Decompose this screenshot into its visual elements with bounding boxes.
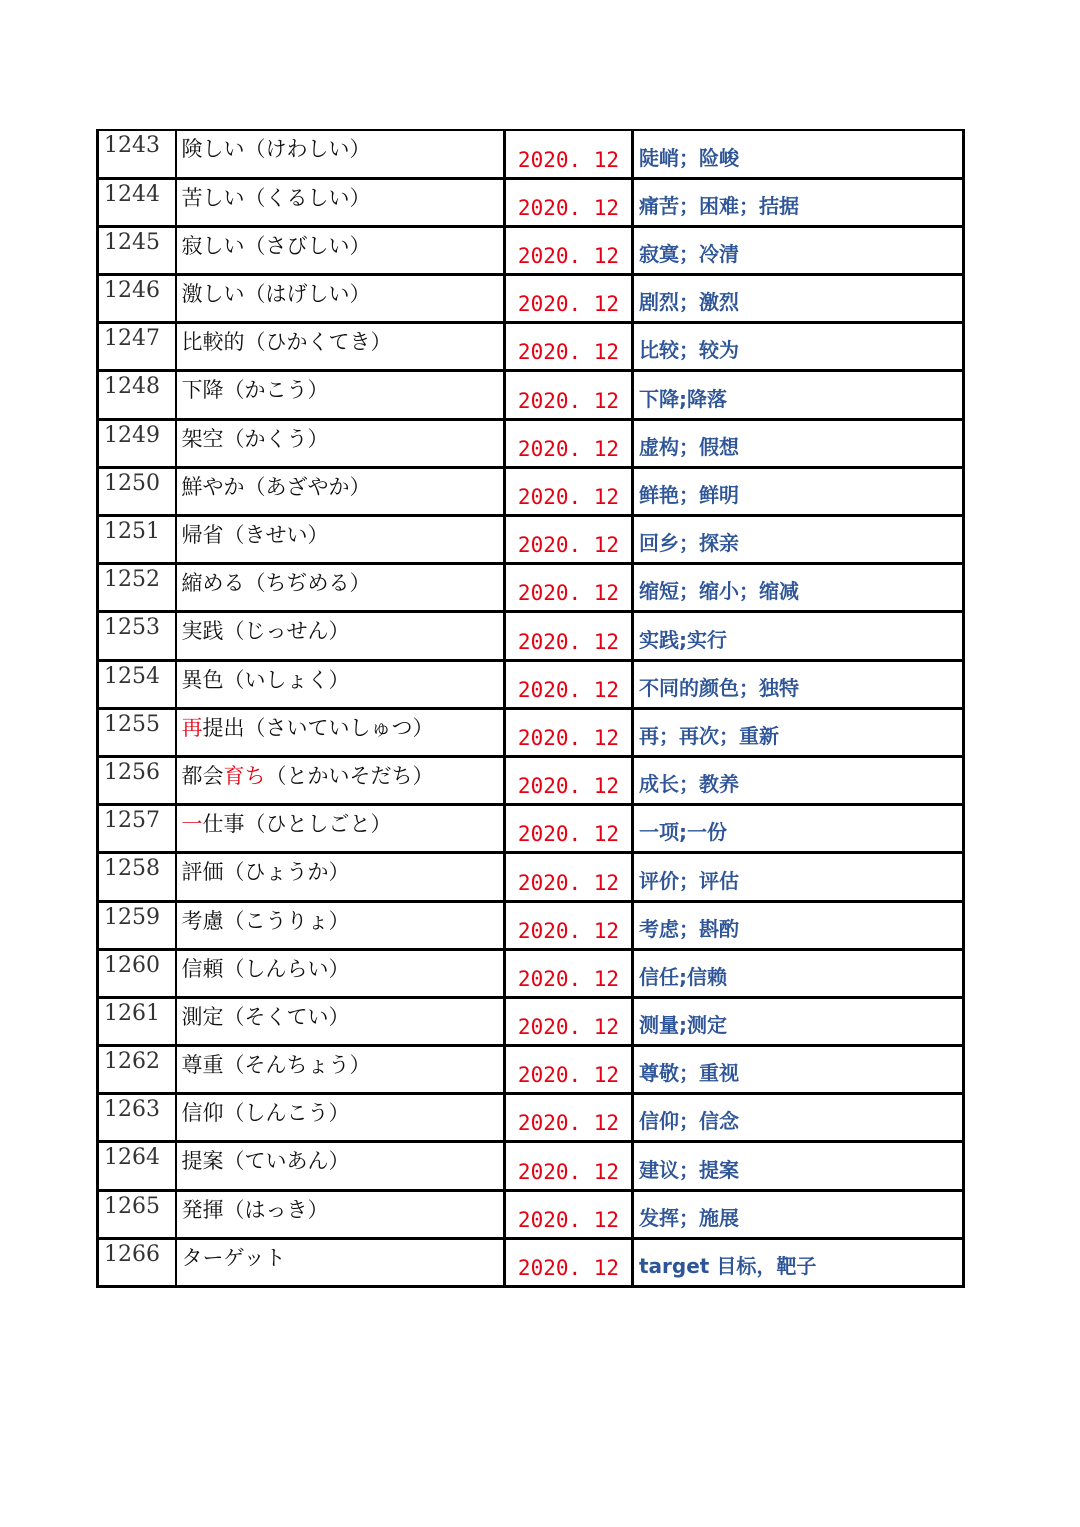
chinese-definition: 剧烈；激烈 bbox=[633, 275, 964, 323]
highlighted-word-part: 育ち bbox=[223, 763, 266, 788]
chinese-definition: 不同的颜色；独特 bbox=[633, 660, 964, 708]
table-row bbox=[98, 756, 964, 804]
table-row bbox=[98, 997, 964, 1045]
entry-number: 1252 bbox=[98, 564, 176, 612]
table-row bbox=[98, 612, 964, 660]
exam-date: 2020. 12 bbox=[505, 1190, 633, 1238]
entry-number: 1243 bbox=[98, 130, 176, 178]
exam-date: 2020. 12 bbox=[505, 226, 633, 274]
word-part: 険しい（けわしい） bbox=[181, 137, 371, 161]
entry-number: 1263 bbox=[98, 1094, 176, 1142]
entry-number: 1250 bbox=[98, 467, 176, 515]
word-part: 仕事（ひとしごと） bbox=[202, 812, 392, 837]
entry-number: 1246 bbox=[98, 275, 176, 323]
chinese-definition: 痛苦；困难；拮据 bbox=[633, 178, 964, 226]
chinese-definition: 鲜艳；鲜明 bbox=[633, 467, 964, 515]
japanese-word bbox=[176, 1142, 505, 1190]
word-part: （とかいそだち） bbox=[265, 763, 434, 788]
chinese-definition: 比较；较为 bbox=[633, 323, 964, 371]
exam-date: 2020. 12 bbox=[505, 323, 633, 371]
entry-number: 1262 bbox=[98, 1046, 176, 1094]
japanese-word bbox=[176, 901, 505, 949]
chinese-definition: 陡峭；险峻 bbox=[633, 130, 964, 178]
entry-number: 1249 bbox=[98, 419, 176, 467]
entry-number: 1259 bbox=[98, 901, 176, 949]
word-part: 信頼（しんらい） bbox=[181, 956, 350, 981]
table-row bbox=[98, 275, 964, 323]
exam-date: 2020. 12 bbox=[505, 660, 633, 708]
word-part: 激しい（はげしい） bbox=[181, 282, 371, 307]
table-row bbox=[98, 226, 964, 274]
exam-date: 2020. 12 bbox=[505, 467, 633, 515]
japanese-word bbox=[176, 371, 505, 419]
entry-number: 1248 bbox=[98, 371, 176, 419]
japanese-word bbox=[176, 564, 505, 612]
chinese-definition: 一项;一份 bbox=[633, 805, 964, 853]
word-part: 寂しい（さびしい） bbox=[181, 233, 371, 258]
chinese-definition: 再；再次；重新 bbox=[633, 708, 964, 756]
exam-date: 2020. 12 bbox=[505, 1094, 633, 1142]
japanese-word bbox=[176, 130, 505, 178]
word-part: 苦しい（くるしい） bbox=[181, 185, 371, 210]
table-row bbox=[98, 178, 964, 226]
table-row bbox=[98, 1142, 964, 1190]
exam-date: 2020. 12 bbox=[505, 1238, 633, 1286]
chinese-definition: 缩短；缩小；缩减 bbox=[633, 564, 964, 612]
table-row bbox=[98, 853, 964, 901]
entry-number: 1253 bbox=[98, 612, 176, 660]
word-part: 異色（いしょく） bbox=[181, 667, 350, 692]
table-row bbox=[98, 1046, 964, 1094]
exam-date: 2020. 12 bbox=[505, 949, 633, 997]
chinese-definition: 考虑；斟酌 bbox=[633, 901, 964, 949]
japanese-word bbox=[176, 323, 505, 371]
japanese-word bbox=[176, 1190, 505, 1238]
exam-date: 2020. 12 bbox=[505, 756, 633, 804]
word-part: 考慮（こうりょ） bbox=[181, 908, 350, 933]
word-part: 測定（そくてい） bbox=[181, 1004, 350, 1029]
japanese-word bbox=[176, 516, 505, 564]
exam-date: 2020. 12 bbox=[505, 564, 633, 612]
chinese-definition: 回乡；探亲 bbox=[633, 516, 964, 564]
chinese-definition: 成长；教养 bbox=[633, 756, 964, 804]
word-part: 鮮やか（あざやか） bbox=[181, 474, 371, 499]
table-row bbox=[98, 371, 964, 419]
chinese-definition: 评价；评估 bbox=[633, 853, 964, 901]
word-part: ターゲット bbox=[181, 1245, 286, 1270]
japanese-word bbox=[176, 467, 505, 515]
exam-date: 2020. 12 bbox=[505, 178, 633, 226]
word-part: 提出（さいていしゅつ） bbox=[202, 715, 434, 740]
word-part: 比較的（ひかくてき） bbox=[181, 330, 392, 355]
table-row bbox=[98, 1190, 964, 1238]
exam-date: 2020. 12 bbox=[505, 371, 633, 419]
chinese-definition: 发挥；施展 bbox=[633, 1190, 964, 1238]
table-row bbox=[98, 660, 964, 708]
japanese-word bbox=[176, 419, 505, 467]
table-row bbox=[98, 323, 964, 371]
japanese-word bbox=[176, 275, 505, 323]
chinese-definition: 信任;信赖 bbox=[633, 949, 964, 997]
table-row bbox=[98, 1094, 964, 1142]
exam-date: 2020. 12 bbox=[505, 1142, 633, 1190]
entry-number: 1257 bbox=[98, 805, 176, 853]
table-row bbox=[98, 949, 964, 997]
exam-date: 2020. 12 bbox=[505, 516, 633, 564]
word-part: 下降（かこう） bbox=[181, 378, 329, 403]
exam-date: 2020. 12 bbox=[505, 853, 633, 901]
chinese-definition: 实践;实行 bbox=[633, 612, 964, 660]
entry-number: 1256 bbox=[98, 756, 176, 804]
word-part: 帰省（きせい） bbox=[181, 523, 329, 547]
vocabulary-table bbox=[96, 129, 965, 1288]
entry-number: 1258 bbox=[98, 853, 176, 901]
japanese-word bbox=[176, 612, 505, 660]
japanese-word bbox=[176, 660, 505, 708]
table-row bbox=[98, 805, 964, 853]
japanese-word bbox=[176, 853, 505, 901]
entry-number: 1260 bbox=[98, 949, 176, 997]
chinese-definition: 建议；提案 bbox=[633, 1142, 964, 1190]
vocabulary-table-body bbox=[98, 130, 964, 1287]
entry-number: 1254 bbox=[98, 660, 176, 708]
entry-number: 1265 bbox=[98, 1190, 176, 1238]
exam-date: 2020. 12 bbox=[505, 708, 633, 756]
exam-date: 2020. 12 bbox=[505, 997, 633, 1045]
japanese-word bbox=[176, 226, 505, 274]
chinese-definition: 寂寞；冷清 bbox=[633, 226, 964, 274]
exam-date: 2020. 12 bbox=[505, 130, 633, 178]
table-row bbox=[98, 1238, 964, 1286]
entry-number: 1245 bbox=[98, 226, 176, 274]
word-part: 尊重（そんちょう） bbox=[181, 1053, 371, 1078]
exam-date: 2020. 12 bbox=[505, 419, 633, 467]
table-row bbox=[98, 708, 964, 756]
entry-number: 1261 bbox=[98, 997, 176, 1045]
word-part: 縮める（ちぢめる） bbox=[181, 571, 371, 596]
japanese-word bbox=[176, 1094, 505, 1142]
entry-number: 1255 bbox=[98, 708, 176, 756]
japanese-word bbox=[176, 756, 505, 804]
japanese-word bbox=[176, 708, 505, 756]
highlighted-word-part: 再 bbox=[181, 715, 203, 740]
japanese-word bbox=[176, 1238, 505, 1286]
japanese-word bbox=[176, 997, 505, 1045]
japanese-word bbox=[176, 1046, 505, 1094]
word-part: 架空（かくう） bbox=[181, 426, 329, 451]
table-row bbox=[98, 901, 964, 949]
exam-date: 2020. 12 bbox=[505, 901, 633, 949]
entry-number: 1251 bbox=[98, 516, 176, 564]
japanese-word bbox=[176, 178, 505, 226]
table-row bbox=[98, 419, 964, 467]
word-part: 実践（じっせん） bbox=[181, 619, 350, 644]
chinese-definition: target 目标，靶子 bbox=[633, 1238, 964, 1286]
exam-date: 2020. 12 bbox=[505, 805, 633, 853]
highlighted-word-part: 一 bbox=[181, 812, 203, 837]
word-part: 発揮（はっき） bbox=[181, 1197, 329, 1222]
japanese-word bbox=[176, 805, 505, 853]
japanese-word bbox=[176, 949, 505, 997]
word-part: 都会 bbox=[181, 763, 224, 788]
chinese-definition: 信仰；信念 bbox=[633, 1094, 964, 1142]
word-part: 信仰（しんこう） bbox=[181, 1101, 350, 1126]
table-row bbox=[98, 564, 964, 612]
exam-date: 2020. 12 bbox=[505, 1046, 633, 1094]
chinese-definition: 下降;降落 bbox=[633, 371, 964, 419]
entry-number: 1247 bbox=[98, 323, 176, 371]
table-row bbox=[98, 467, 964, 515]
entry-number: 1264 bbox=[98, 1142, 176, 1190]
table-row bbox=[98, 516, 964, 564]
table-row bbox=[98, 130, 964, 178]
word-part: 提案（ていあん） bbox=[181, 1149, 350, 1174]
word-part: 評価（ひょうか） bbox=[181, 860, 350, 885]
chinese-definition: 测量;测定 bbox=[633, 997, 964, 1045]
exam-date: 2020. 12 bbox=[505, 612, 633, 660]
chinese-definition: 虚构；假想 bbox=[633, 419, 964, 467]
entry-number: 1266 bbox=[98, 1238, 176, 1286]
exam-date: 2020. 12 bbox=[505, 275, 633, 323]
chinese-definition: 尊敬；重视 bbox=[633, 1046, 964, 1094]
entry-number: 1244 bbox=[98, 178, 176, 226]
